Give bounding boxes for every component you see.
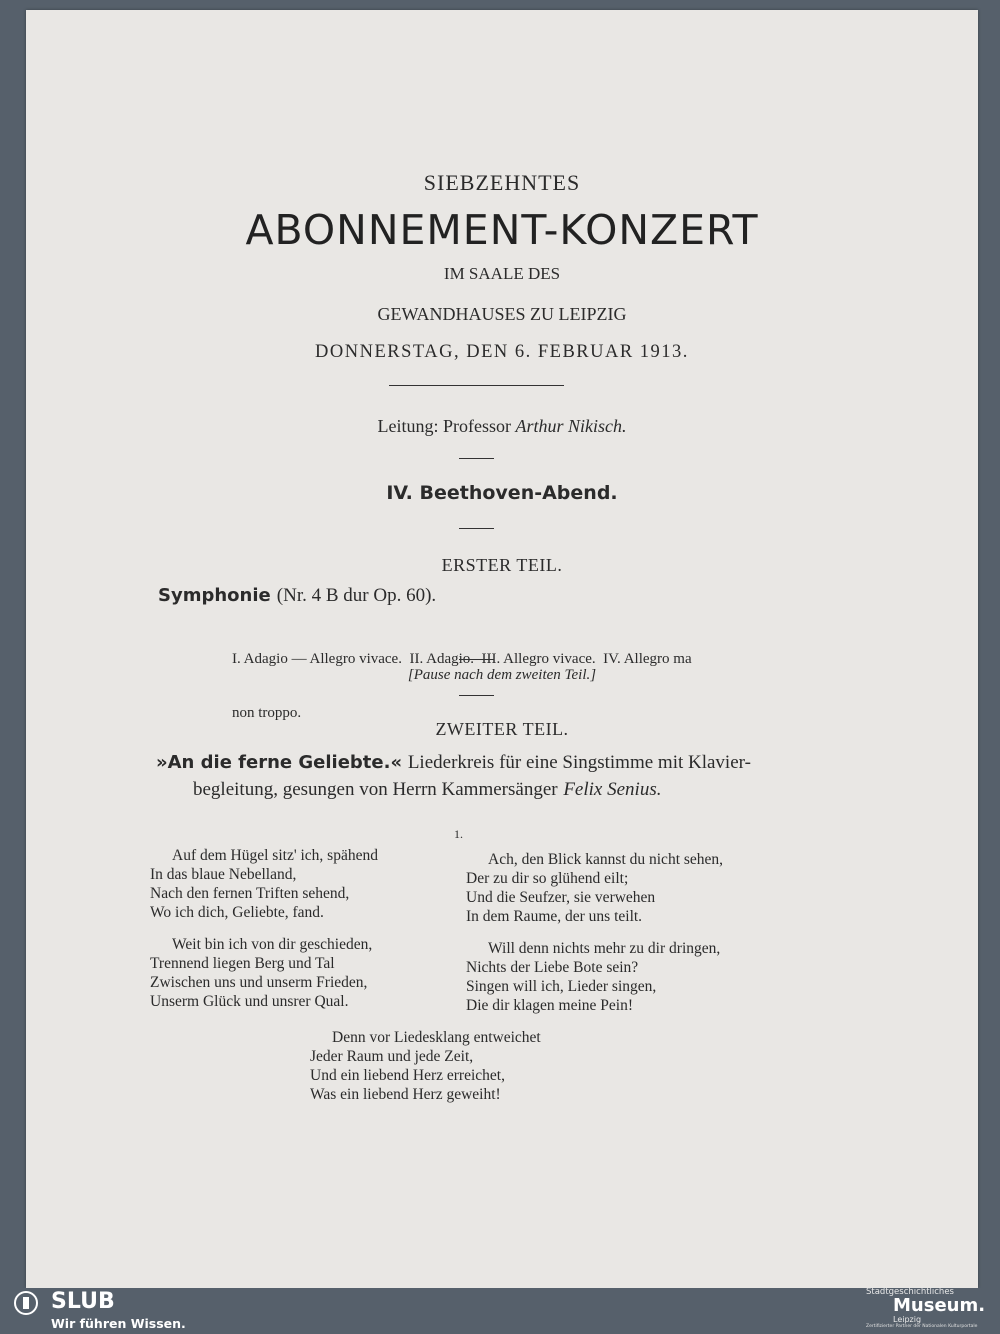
part2-work-desc-1: Liederkreis für eine Singstimme mit Klavier- bbox=[407, 752, 751, 773]
poem-line: Wo ich dich, Geliebte, fand. bbox=[150, 904, 324, 921]
poem-section-number: 1. bbox=[454, 827, 463, 841]
concert-ordinal: SIEBZEHNTES bbox=[423, 170, 581, 195]
poem-line: Nichts der Liebe Bote sein? bbox=[466, 959, 639, 976]
stanza-3 bbox=[150, 935, 372, 1011]
conductor-name: Arthur Nikisch. bbox=[515, 416, 627, 436]
divider-short-1 bbox=[459, 458, 494, 459]
poem-line: Die dir klagen meine Pein! bbox=[466, 997, 634, 1014]
divider-short-3 bbox=[459, 659, 494, 660]
poem-line: Auf dem Hügel sitz' ich, spähend bbox=[172, 847, 378, 864]
footer-tagline: Wir führen Wissen. bbox=[51, 1316, 186, 1331]
concert-date: DONNERSTAG, DEN 6. FEBRUAR 1913. bbox=[315, 342, 689, 362]
venue-line-1: IM SAALE DES bbox=[443, 264, 561, 283]
poem-line: In das blaue Nebelland, bbox=[150, 866, 297, 883]
partner-name[interactable]: Museum. bbox=[893, 1295, 986, 1316]
part2-work-title: »An die ferne Geliebte.« bbox=[156, 752, 403, 773]
poem-line: Trennend liegen Berg und Tal bbox=[150, 955, 335, 972]
poem-line: Zwischen uns und unserm Frieden, bbox=[150, 974, 368, 991]
stanza-1 bbox=[150, 846, 378, 922]
divider-main bbox=[389, 385, 564, 386]
part1-work-title: Symphonie bbox=[158, 585, 271, 606]
singer-name: Felix Senius. bbox=[563, 779, 662, 800]
poem-line: Jeder Raum und jede Zeit, bbox=[310, 1048, 474, 1065]
poem-line: Und ein liebend Herz erreichet, bbox=[310, 1067, 505, 1084]
partner-city: Leipzig bbox=[893, 1315, 922, 1324]
poem-line: Singen will ich, Lieder singen, bbox=[466, 978, 657, 995]
stanza-5 bbox=[310, 1028, 541, 1104]
viewer-footer bbox=[0, 1288, 1000, 1334]
stanza-4 bbox=[466, 939, 720, 1015]
stanza-2 bbox=[466, 850, 723, 926]
divider-short-2 bbox=[459, 528, 494, 529]
movements-line-1: I. Adagio — Allegro vivace. II. Adagio. III. Allegro vivace. IV. Allegro ma bbox=[232, 651, 692, 667]
poem-line: Unserm Glück und unsrer Qual. bbox=[150, 993, 349, 1010]
poem-line: In dem Raume, der uns teilt. bbox=[466, 908, 643, 925]
poem-line: Will denn nichts mehr zu dir dringen, bbox=[488, 940, 721, 957]
poem-line: Und die Seufzer, sie verwehen bbox=[466, 889, 656, 906]
poem-line: Weit bin ich von dir geschieden, bbox=[172, 936, 373, 953]
part2-heading: ZWEITER TEIL. bbox=[435, 719, 569, 739]
partner-line-1: Stadtgeschichtliches bbox=[866, 1287, 954, 1297]
part2-work-desc-2: begleitung, gesungen von Herrn Kammersänger bbox=[193, 779, 558, 800]
partner-note: Zertifizierter Partner der Nationalen Kulturportale bbox=[866, 1324, 978, 1329]
divider-short-4 bbox=[459, 695, 494, 696]
direction-prefix: Leitung: Professor bbox=[377, 416, 511, 436]
evening-title: IV. Beethoven-Abend. bbox=[386, 482, 618, 504]
pause-note: [Pause nach dem zweiten Teil.] bbox=[407, 667, 597, 683]
poem-line: Denn vor Liedesklang entweichet bbox=[332, 1029, 541, 1046]
footer-brand[interactable]: SLUB bbox=[51, 1289, 115, 1314]
poem-line: Der zu dir so glühend eilt; bbox=[466, 870, 629, 887]
poem-line: Ach, den Blick kannst du nicht sehen, bbox=[488, 851, 724, 868]
direction-line bbox=[26, 416, 978, 437]
part1-heading: ERSTER TEIL. bbox=[441, 555, 563, 575]
poem-line: Nach den fernen Triften sehend, bbox=[150, 885, 350, 902]
movements-line-2: non troppo. bbox=[232, 705, 302, 721]
program-sheet bbox=[26, 10, 978, 1288]
slub-logo-icon bbox=[14, 1291, 38, 1315]
part1-work bbox=[158, 584, 436, 607]
part2-work bbox=[156, 749, 751, 803]
concert-title: ABONNEMENT-KONZERT bbox=[245, 206, 759, 254]
poem-line: Was ein liebend Herz geweiht! bbox=[310, 1086, 501, 1103]
venue-line-2: GEWANDHAUSES ZU LEIPZIG bbox=[377, 304, 627, 324]
part1-work-detail: (Nr. 4 B dur Op. 60). bbox=[276, 585, 437, 606]
